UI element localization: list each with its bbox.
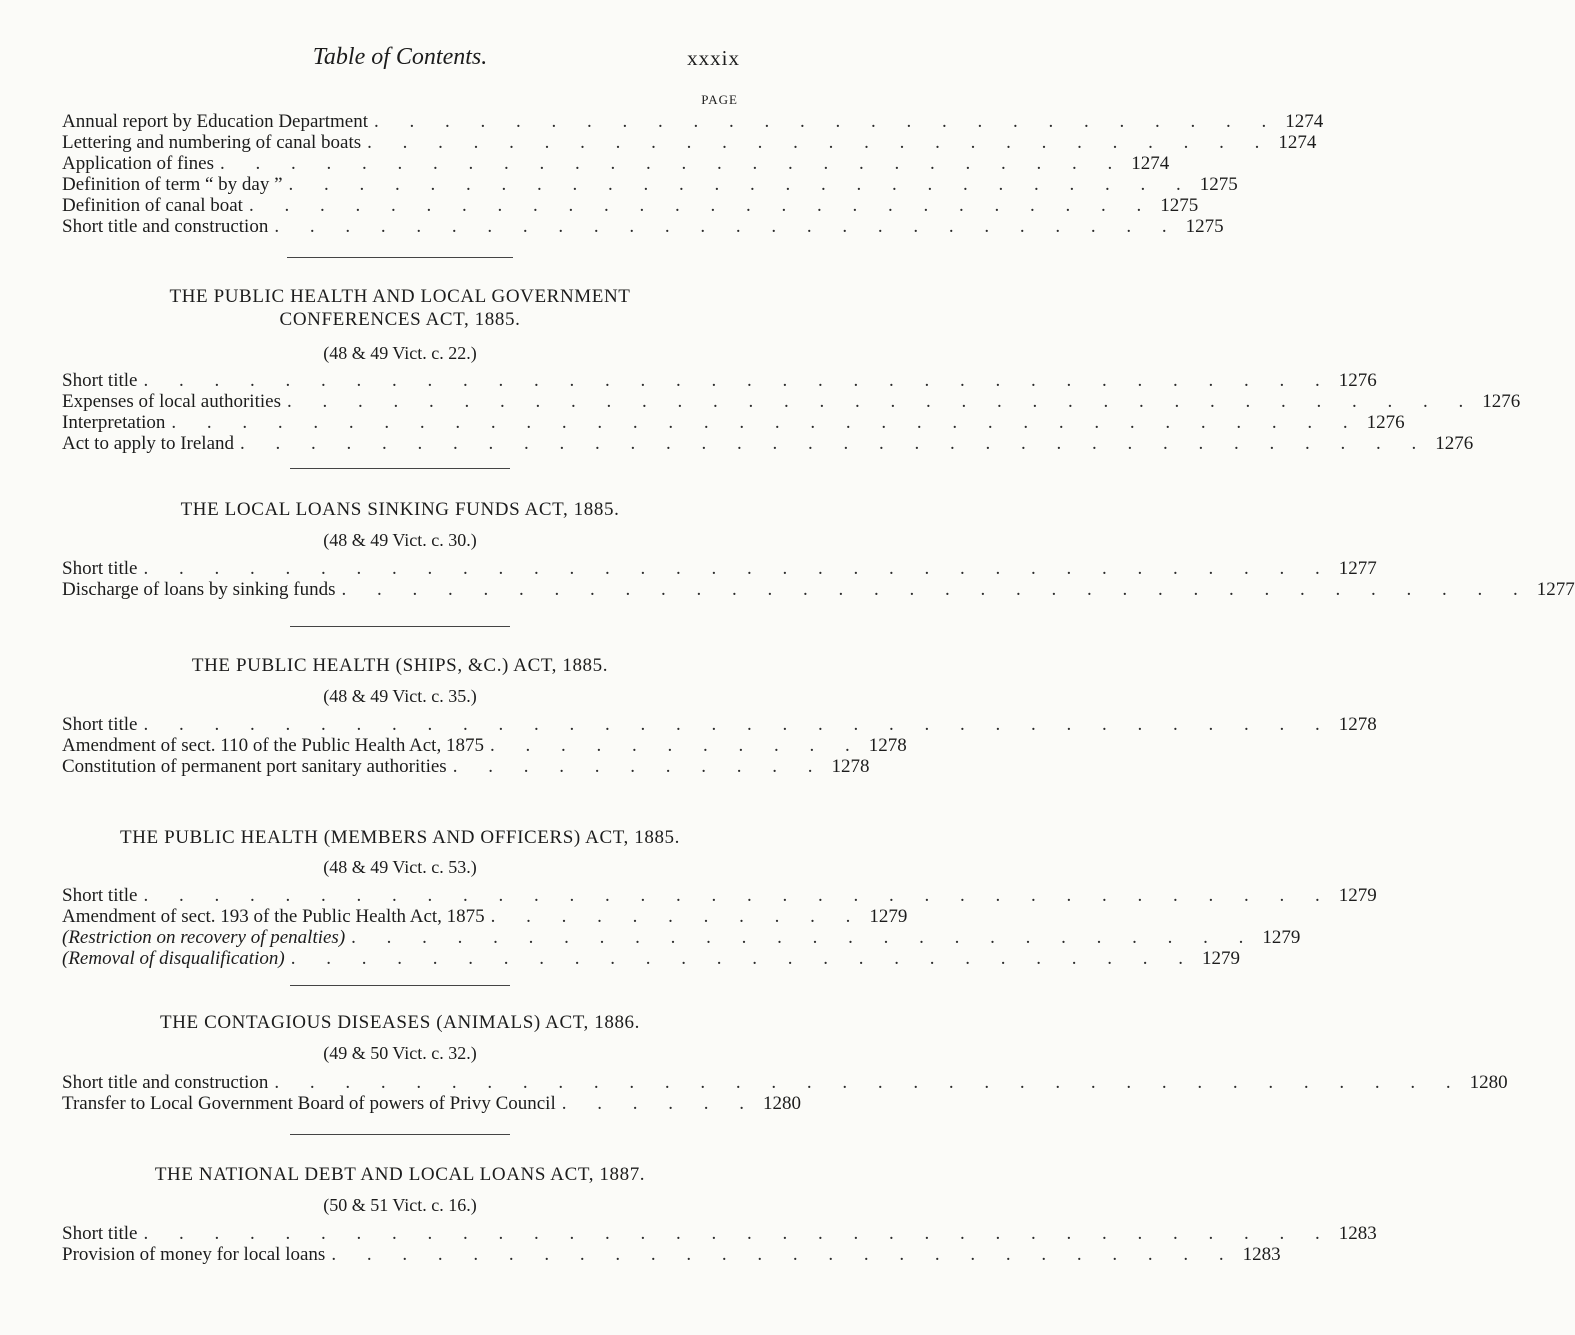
entry-page: 1279	[1201, 948, 1240, 969]
running-title: Table of Contents.	[312, 44, 488, 70]
entry-page: 1276	[1435, 433, 1474, 454]
entry-label: Short title	[62, 370, 138, 391]
toc-entry[interactable]	[62, 948, 1240, 969]
entry-label: (Restriction on recovery of penalties)	[62, 927, 346, 948]
act-title	[40, 498, 760, 521]
leader-dots: . . . . . . . . . . . . . . . . . . . . . . . . . . . . . . . . . .	[240, 433, 1430, 454]
toc-entry[interactable]	[62, 216, 1224, 237]
toc-entry[interactable]	[62, 906, 908, 927]
entry-label: (Removal of disqualification)	[62, 948, 285, 969]
entry-label: Transfer to Local Government Board of powers of Privy Council	[62, 1093, 556, 1114]
section-divider	[290, 1134, 510, 1135]
roman-page-number: xxxix	[687, 46, 740, 70]
toc-act-entries	[62, 558, 1575, 600]
leader-dots: . . . . . . . . . . . . . . . . . . . . . . . . . . . . . . . . . .	[286, 391, 1477, 412]
act-citation: (50 & 51 Vict. c. 16.)	[323, 1195, 477, 1215]
entry-page: 1275	[1199, 174, 1238, 195]
leader-dots: . . . . . . . . . . . . . . . . . . . . . . . . . . . . . . . . . .	[171, 412, 1361, 433]
leader-dots: . . . . . . . . . . . . . . . . . . . . . . . . . . . . . . . . . .	[143, 1223, 1333, 1244]
leader-dots: . . . . . . . . . . . . . . . . . . . . . . . . . .	[367, 132, 1273, 153]
act-title-line: THE PUBLIC HEALTH (SHIPS, &C.) ACT, 1885.	[191, 655, 609, 676]
entry-label: Discharge of loans by sinking funds	[62, 579, 336, 600]
entry-label: Definition of canal boat	[62, 195, 243, 216]
leader-dots: . . . . . . . . . . . . . . . . . . . . . . . . . . . . . . . . . .	[143, 370, 1333, 391]
act-title-line: THE CONTAGIOUS DISEASES (ANIMALS) ACT, 1886.	[160, 1012, 640, 1033]
toc-entry[interactable]	[62, 927, 1301, 948]
entry-label: Interpretation	[62, 412, 166, 433]
act-title-line: CONFERENCES ACT, 1885.	[279, 309, 521, 330]
act-title-line: THE PUBLIC HEALTH (MEMBERS AND OFFICERS) ACT, 1885.	[119, 827, 680, 848]
act-title-line: THE NATIONAL DEBT AND LOCAL LOANS ACT, 1887.	[154, 1164, 646, 1185]
entry-label: Amendment of sect. 110 of the Public Health Act, 1875	[62, 735, 484, 756]
entry-label: Amendment of sect. 193 of the Public Health Act, 1875	[62, 906, 485, 927]
toc-entry[interactable]	[62, 132, 1317, 153]
entry-page: 1277	[1338, 558, 1377, 579]
toc-entry[interactable]	[62, 370, 1377, 391]
entry-label: Provision of money for local loans	[62, 1244, 326, 1265]
leader-dots: . . . . . . . . . . . . . . . . . . . . . . . . . .	[288, 174, 1194, 195]
leader-dots: . . . . . . . . . . .	[490, 906, 864, 927]
entry-label: Annual report by Education Department	[62, 111, 369, 132]
leader-dots: . . . . . . . . . . . . . . . . . . . . . . . . . .	[290, 948, 1196, 969]
entry-page: 1275	[1185, 216, 1224, 237]
toc-act-entries	[62, 1223, 1377, 1265]
entry-label: Lettering and numbering of canal boats	[62, 132, 362, 153]
toc-act-entries	[62, 885, 1377, 969]
entry-page: 1274	[1285, 111, 1324, 132]
toc-entry[interactable]	[62, 1072, 1508, 1093]
leader-dots: . . . . . . . . . . .	[489, 735, 863, 756]
act-title	[40, 1163, 760, 1186]
act-title-line: THE PUBLIC HEALTH AND LOCAL GOVERNMENT	[169, 286, 631, 307]
act-title-line: THE LOCAL LOANS SINKING FUNDS ACT, 1885.	[180, 499, 620, 520]
toc-entry[interactable]	[62, 153, 1170, 174]
page-column-label: PAGE	[701, 92, 738, 107]
entry-page: 1283	[1338, 1223, 1377, 1244]
entry-page: 1274	[1278, 132, 1317, 153]
toc-entry[interactable]	[62, 714, 1377, 735]
act-title	[40, 654, 760, 677]
act-title	[40, 285, 760, 331]
toc-act-entries	[62, 1072, 1508, 1114]
toc-act-entries	[62, 714, 1377, 777]
leader-dots: . . . . . . . . . . . . . . . . . . . . . . . . . .	[374, 111, 1280, 132]
entry-page: 1274	[1131, 153, 1170, 174]
leader-dots: . . . . . . . . . . . . . . . . . . . . . . . . . . . . . . . . . .	[143, 558, 1333, 579]
section-divider	[287, 257, 513, 258]
entry-label: Definition of term “ by day ”	[62, 174, 283, 195]
toc-entry[interactable]	[62, 756, 870, 777]
toc-entry[interactable]	[62, 195, 1199, 216]
toc-entry[interactable]	[62, 174, 1238, 195]
entry-label: Short title and construction	[62, 216, 269, 237]
entry-label: Act to apply to Ireland	[62, 433, 235, 454]
toc-entry[interactable]	[62, 1093, 801, 1114]
leader-dots: . . . . . . . . . . . . . . . . . . . . . . . . . . . . . . . . . .	[143, 714, 1333, 735]
toc-section-continued	[62, 111, 1324, 237]
entry-page: 1278	[831, 756, 870, 777]
leader-dots: . . . . . . . . . . . . . . . . . . . . . . . . . . . . . . . . . .	[143, 885, 1333, 906]
act-citation: (49 & 50 Vict. c. 32.)	[323, 1043, 477, 1063]
toc-entry[interactable]	[62, 1244, 1281, 1265]
toc-entry[interactable]	[62, 391, 1521, 412]
toc-entry[interactable]	[62, 111, 1324, 132]
toc-entry[interactable]	[62, 1223, 1377, 1244]
entry-label: Short title	[62, 885, 138, 906]
entry-page: 1280	[1469, 1072, 1508, 1093]
section-divider	[290, 626, 510, 627]
toc-entry[interactable]	[62, 412, 1405, 433]
leader-dots: . . . . . . . . . . . . . . . . . . . . . . . . . .	[331, 1244, 1237, 1265]
section-divider	[290, 468, 510, 469]
entry-label: Short title	[62, 714, 138, 735]
leader-dots: . . . . . . . . . . .	[452, 756, 826, 777]
entry-page: 1275	[1160, 195, 1199, 216]
act-citation: (48 & 49 Vict. c. 22.)	[323, 343, 477, 363]
toc-entry[interactable]	[62, 558, 1377, 579]
leader-dots: . . . . . . . . . . . . . . . . . . . . . . . . . . . . . . . . . .	[274, 1072, 1464, 1093]
act-title	[40, 826, 760, 849]
toc-act-entries	[62, 370, 1521, 454]
entry-page: 1276	[1338, 370, 1377, 391]
entry-label: Expenses of local authorities	[62, 391, 281, 412]
leader-dots: . . . . . . . . . . . . . . . . . . . . . . . . . .	[274, 216, 1180, 237]
entry-page: 1277	[1536, 579, 1575, 600]
entry-label: Short title	[62, 1223, 138, 1244]
entry-page: 1276	[1366, 412, 1405, 433]
act-citation: (48 & 49 Vict. c. 35.)	[323, 686, 477, 706]
entry-label: Short title and construction	[62, 1072, 269, 1093]
toc-entry[interactable]	[62, 885, 1377, 906]
leader-dots: . . . . . . . . . . . . . . . . . . . . . . . . . . . . . . . . . .	[341, 579, 1531, 600]
toc-entry[interactable]	[62, 735, 907, 756]
entry-page: 1283	[1242, 1244, 1281, 1265]
entry-label: Short title	[62, 558, 138, 579]
act-citation: (48 & 49 Vict. c. 30.)	[323, 530, 477, 550]
leader-dots: . . . . . . . . . . . . . . . . . . . . . . . . . .	[248, 195, 1155, 216]
section-divider	[290, 985, 510, 986]
act-citation: (48 & 49 Vict. c. 53.)	[323, 857, 477, 877]
entry-page: 1279	[1262, 927, 1301, 948]
leader-dots: . . . . . . . . . . . . . . . . . . . . . . . . . .	[351, 927, 1257, 948]
toc-entry[interactable]	[62, 433, 1474, 454]
entry-page: 1280	[762, 1093, 801, 1114]
entry-label: Application of fines	[62, 153, 214, 174]
entry-page: 1279	[869, 906, 908, 927]
entry-page: 1278	[868, 735, 907, 756]
leader-dots: . . . . . .	[561, 1093, 757, 1114]
entry-page: 1276	[1482, 391, 1521, 412]
act-title	[40, 1011, 760, 1034]
toc-entry[interactable]	[62, 579, 1575, 600]
leader-dots: . . . . . . . . . . . . . . . . . . . . . . . . . .	[219, 153, 1126, 174]
entry-page: 1279	[1338, 885, 1377, 906]
entry-page: 1278	[1338, 714, 1377, 735]
running-header	[0, 44, 800, 78]
entry-label: Constitution of permanent port sanitary authorities	[62, 756, 447, 777]
